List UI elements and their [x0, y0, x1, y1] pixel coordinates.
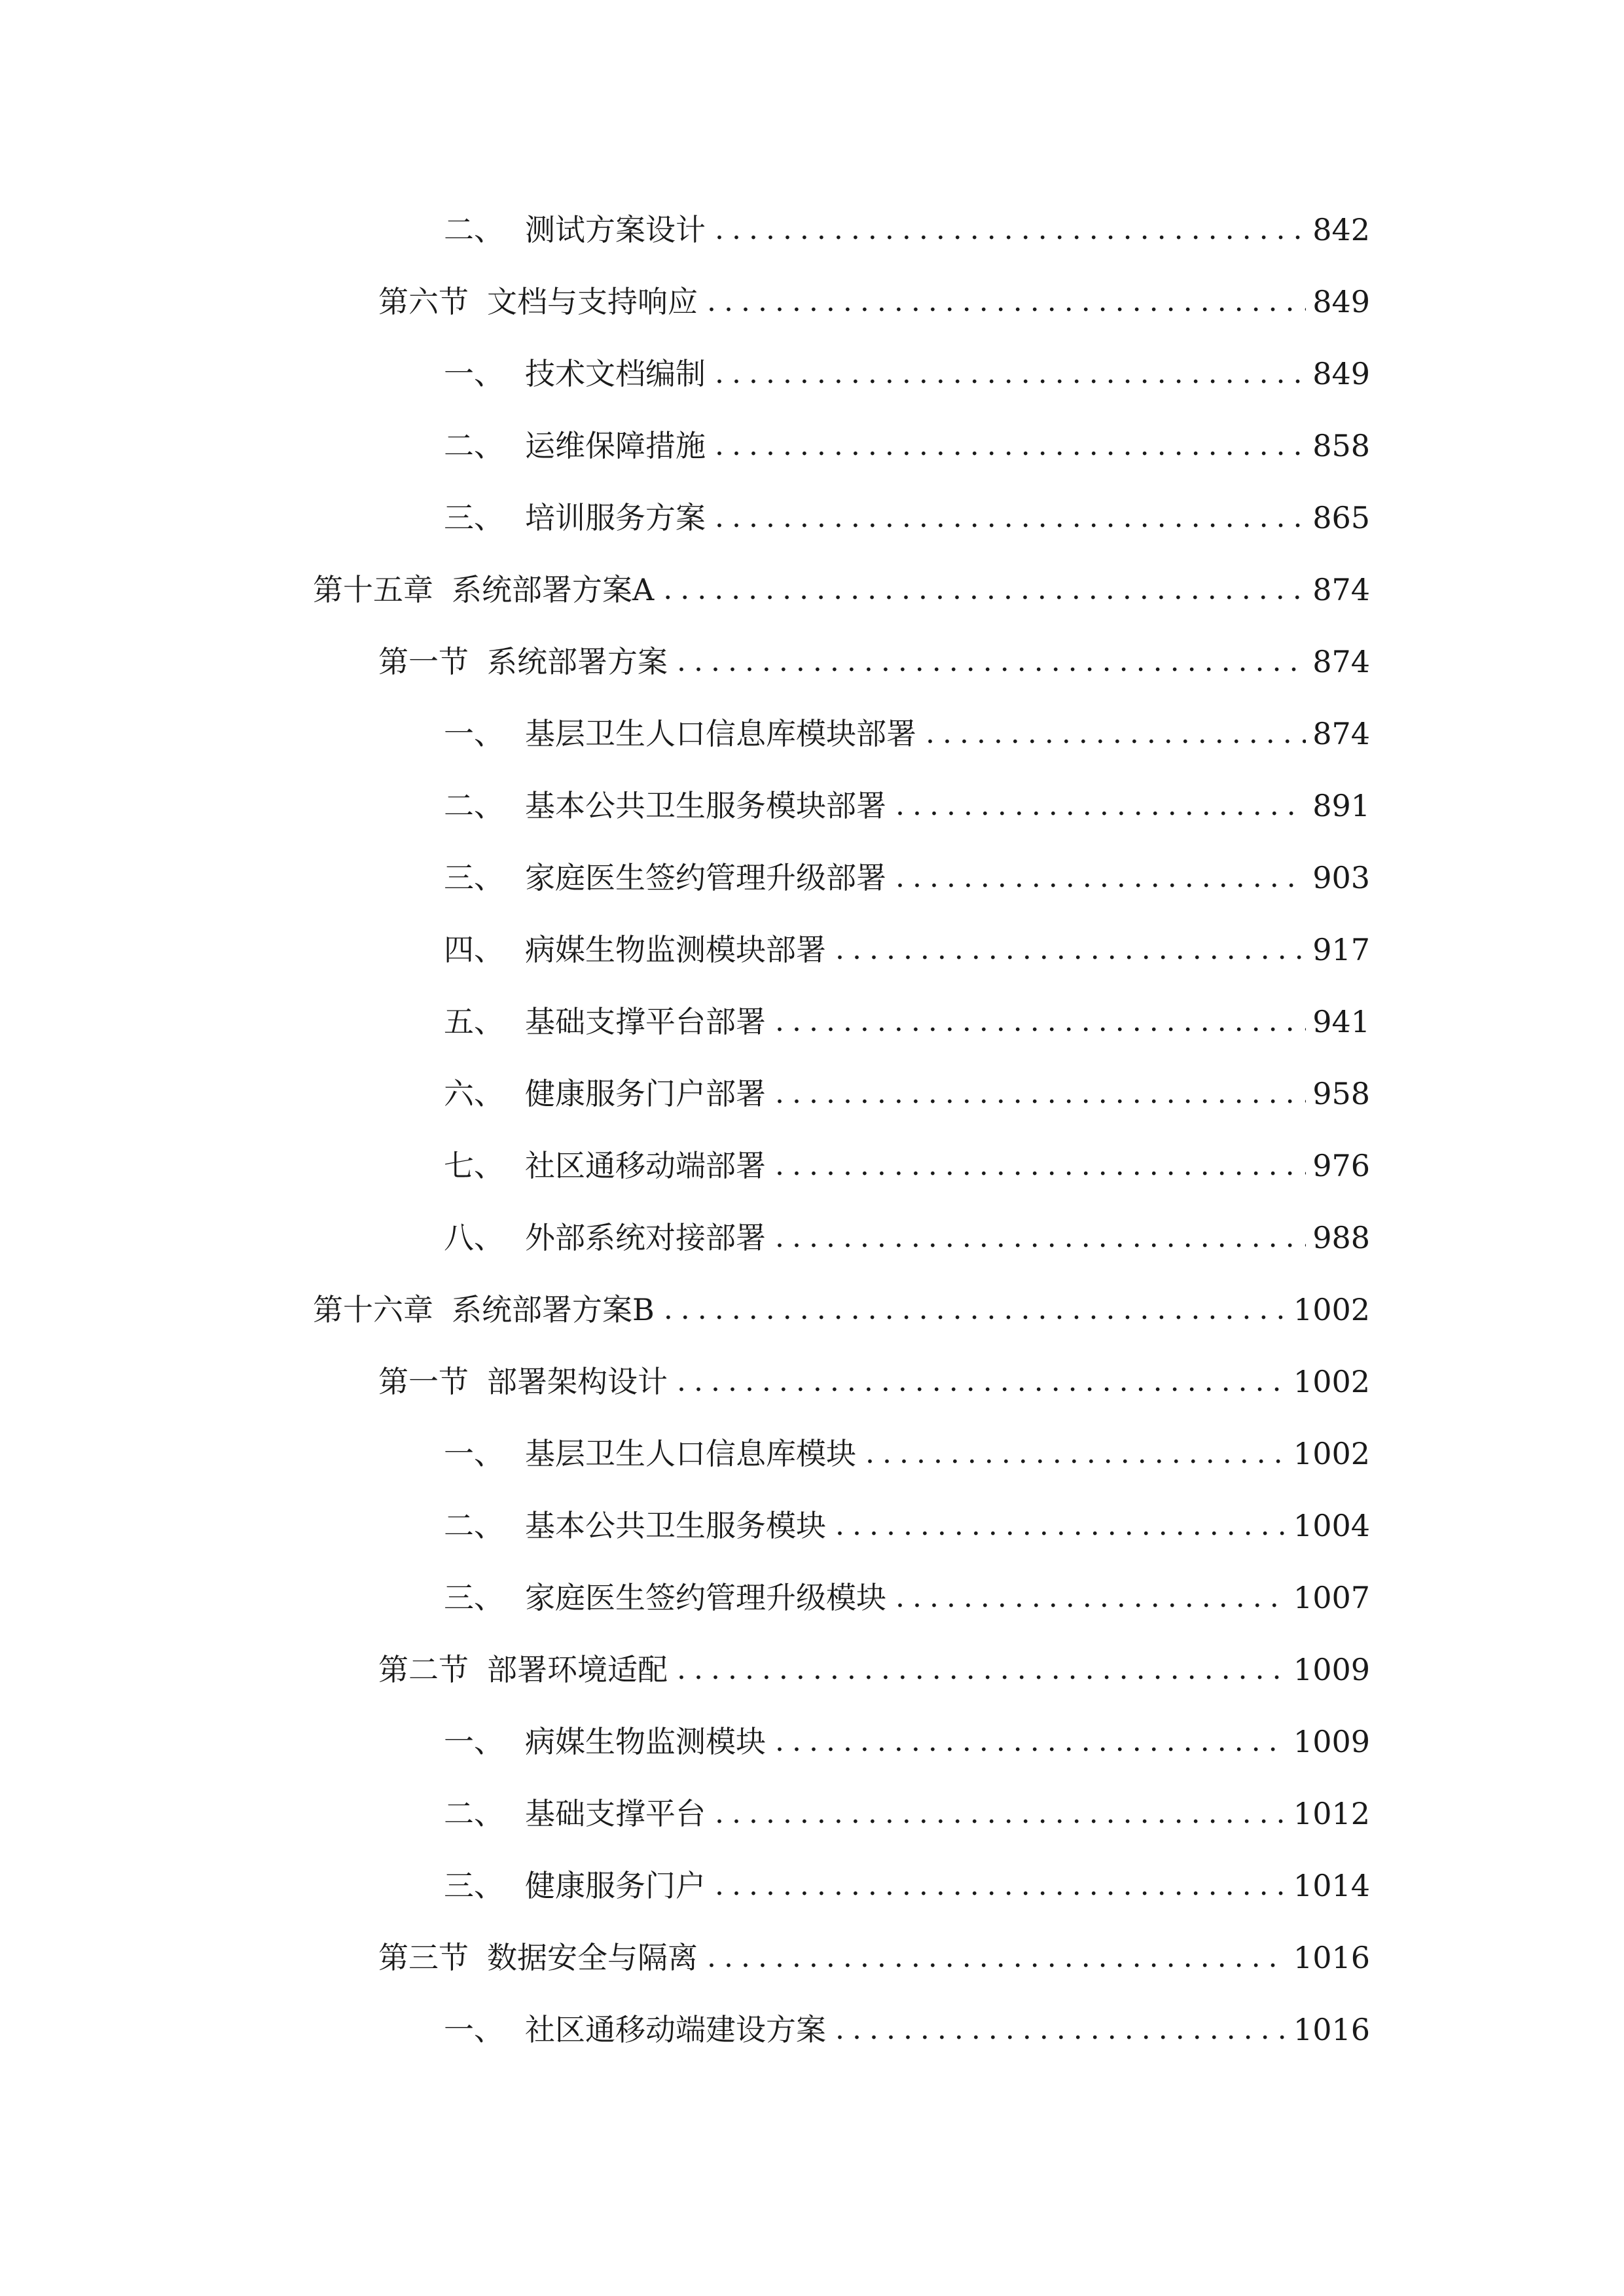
toc-entry-number: 第三节: [378, 1940, 469, 1975]
toc-entry-number: 第六节: [378, 284, 469, 319]
toc-entry-number: 一、: [444, 1724, 504, 1759]
toc-entry-page: 1009: [1293, 1652, 1370, 1687]
toc-entry-number: 一、: [444, 716, 504, 751]
toc-entry-number: 七、: [444, 1148, 504, 1183]
toc-entry[interactable]: [444, 1139, 1370, 1192]
toc-entry-page: 941: [1312, 1004, 1370, 1039]
toc-entry-title: 健康服务门户: [525, 1868, 706, 1903]
toc-entry-page: 849: [1312, 356, 1370, 391]
toc-entry-title: 部署环境适配: [487, 1652, 668, 1687]
toc-entry[interactable]: [313, 1283, 1370, 1336]
toc-entry-title: 部署架构设计: [487, 1364, 668, 1399]
toc-dot-leader: [775, 1067, 1306, 1120]
toc-entry-number: 一、: [444, 1436, 504, 1471]
toc-entry-number: 二、: [444, 428, 504, 463]
toc-entry-page: 988: [1312, 1220, 1370, 1255]
toc-dot-leader: [677, 1355, 1287, 1408]
toc-entry-number: 二、: [444, 1796, 504, 1831]
toc-dot-leader: [835, 924, 1306, 976]
toc-entry-page: 849: [1312, 284, 1370, 319]
toc-entry[interactable]: [444, 708, 1370, 760]
toc-entry-title: 病媒生物监测模块部署: [525, 932, 826, 967]
toc-dot-leader: [715, 1787, 1287, 1840]
toc-dot-leader: [715, 204, 1306, 256]
toc-entry-page: 874: [1312, 644, 1370, 679]
toc-entry[interactable]: [444, 420, 1370, 472]
toc-entry[interactable]: [444, 1427, 1370, 1480]
toc-entry-number: 三、: [444, 1868, 504, 1903]
toc-entry-page: 1002: [1293, 1436, 1370, 1471]
toc-entry[interactable]: [444, 1067, 1370, 1120]
toc-entry-page: 1002: [1293, 1364, 1370, 1399]
toc-entry-page: 1002: [1293, 1292, 1370, 1327]
toc-entry-title: 系统部署方案B: [452, 1292, 655, 1327]
toc-dot-leader: [835, 1499, 1287, 1552]
toc-entry-page: 917: [1312, 932, 1370, 967]
toc-entry-page: 1009: [1293, 1724, 1370, 1759]
toc-entry-page: 842: [1312, 212, 1370, 247]
toc-entry-number: 第一节: [378, 1364, 469, 1399]
toc-dot-leader: [715, 348, 1306, 400]
toc-entry-title: 测试方案设计: [525, 212, 706, 247]
toc-entry-page: 958: [1312, 1076, 1370, 1111]
toc-entry-page: 1012: [1293, 1796, 1370, 1831]
toc-entry-number: 第十五章: [313, 572, 433, 607]
toc-entry-number: 四、: [444, 932, 504, 967]
toc-dot-leader: [715, 420, 1306, 472]
toc-entry-page: 874: [1312, 716, 1370, 751]
toc-entry-title: 社区通移动端建设方案: [525, 2012, 826, 2047]
toc-entry-page: 1004: [1293, 1508, 1370, 1543]
toc-entry-title: 培训服务方案: [525, 500, 706, 535]
toc-entry-title: 基础支撑平台: [525, 1796, 706, 1831]
toc-entry-page: 1016: [1293, 1940, 1370, 1975]
toc-dot-leader: [707, 1931, 1287, 1984]
toc-entry[interactable]: [378, 1355, 1370, 1408]
toc-entry-title: 系统部署方案: [487, 644, 668, 679]
toc-dot-leader: [715, 492, 1306, 544]
toc-entry[interactable]: [378, 1931, 1370, 1984]
toc-entry[interactable]: [378, 1643, 1370, 1696]
toc-entry-number: 一、: [444, 2012, 504, 2047]
toc-entry-number: 二、: [444, 788, 504, 823]
toc-entry-number: 六、: [444, 1076, 504, 1111]
toc-entry-page: 891: [1312, 788, 1370, 823]
toc-dot-leader: [865, 1427, 1287, 1480]
toc-entry-title: 基层卫生人口信息库模块: [525, 1436, 856, 1471]
toc-entry-number: 三、: [444, 500, 504, 535]
toc-entry-title: 外部系统对接部署: [525, 1220, 766, 1255]
toc-entry-page: 976: [1312, 1148, 1370, 1183]
toc-dot-leader: [895, 852, 1306, 904]
toc-entry-title: 技术文档编制: [525, 356, 706, 391]
toc-entry-title: 病媒生物监测模块: [525, 1724, 766, 1759]
toc-entry-title: 运维保障措施: [525, 428, 706, 463]
toc-dot-leader: [677, 1643, 1287, 1696]
toc-entry[interactable]: [444, 780, 1370, 832]
toc-entry-title: 基础支撑平台部署: [525, 1004, 766, 1039]
toc-entry-title: 数据安全与隔离: [487, 1940, 698, 1975]
toc-entry-page: 858: [1312, 428, 1370, 463]
toc-entry[interactable]: [444, 1787, 1370, 1840]
toc-entry-title: 健康服务门户部署: [525, 1076, 766, 1111]
toc-dot-leader: [895, 1571, 1287, 1624]
toc-entry-number: 二、: [444, 212, 504, 247]
toc-entry-page: 865: [1312, 500, 1370, 535]
toc-entry-number: 第二节: [378, 1652, 469, 1687]
toc-entry-number: 八、: [444, 1220, 504, 1255]
toc-entry[interactable]: [444, 492, 1370, 544]
toc-entry-number: 二、: [444, 1508, 504, 1543]
toc-dot-leader: [926, 708, 1306, 760]
toc-entry-page: 1007: [1293, 1580, 1370, 1615]
toc-entry-title: 基层卫生人口信息库模块部署: [525, 716, 916, 751]
toc-entry-number: 第十六章: [313, 1292, 433, 1327]
toc-entry-page: 874: [1312, 572, 1370, 607]
toc-entry[interactable]: [444, 1211, 1370, 1264]
toc-dot-leader: [835, 2003, 1287, 2056]
toc-entry[interactable]: [378, 636, 1370, 688]
toc-entry-title: 家庭医生签约管理升级模块: [525, 1580, 886, 1615]
toc-entry-number: 五、: [444, 1004, 504, 1039]
toc-entry[interactable]: [444, 996, 1370, 1048]
toc-entry[interactable]: [444, 1571, 1370, 1624]
toc-entry-page: 903: [1312, 860, 1370, 895]
toc-entry-page: 1016: [1293, 2012, 1370, 2047]
toc-entry[interactable]: [444, 1859, 1370, 1912]
toc-dot-leader: [775, 996, 1306, 1048]
toc-entry[interactable]: [444, 1499, 1370, 1552]
toc-entry-number: 三、: [444, 860, 504, 895]
toc-entry-title: 基本公共卫生服务模块部署: [525, 788, 886, 823]
toc-entry[interactable]: [444, 1715, 1370, 1768]
toc-entry[interactable]: [444, 2003, 1370, 2056]
toc-entry[interactable]: [444, 204, 1370, 256]
toc-dot-leader: [775, 1715, 1287, 1768]
toc-entry[interactable]: [444, 852, 1370, 904]
toc-entry[interactable]: [313, 564, 1370, 616]
toc-dot-leader: [707, 276, 1306, 328]
toc-dot-leader: [775, 1211, 1306, 1264]
toc-dot-leader: [677, 636, 1306, 688]
toc-entry-title: 基本公共卫生服务模块: [525, 1508, 826, 1543]
toc-dot-leader: [775, 1139, 1306, 1192]
toc-entry-page: 1014: [1293, 1868, 1370, 1903]
toc-dot-leader: [663, 564, 1306, 616]
toc-entry-title: 社区通移动端部署: [525, 1148, 766, 1183]
toc-entry[interactable]: [378, 276, 1370, 328]
toc-entry-title: 文档与支持响应: [487, 284, 698, 319]
toc-entry-number: 三、: [444, 1580, 504, 1615]
toc-dot-leader: [715, 1859, 1287, 1912]
toc-dot-leader: [895, 780, 1306, 832]
toc-entry-number: 第一节: [378, 644, 469, 679]
toc-entry-number: 一、: [444, 356, 504, 391]
toc-dot-leader: [664, 1283, 1287, 1336]
toc-entry[interactable]: [444, 924, 1370, 976]
toc-entry-title: 系统部署方案A: [452, 572, 655, 607]
toc-entry-title: 家庭医生签约管理升级部署: [525, 860, 886, 895]
toc-entry[interactable]: [444, 348, 1370, 400]
